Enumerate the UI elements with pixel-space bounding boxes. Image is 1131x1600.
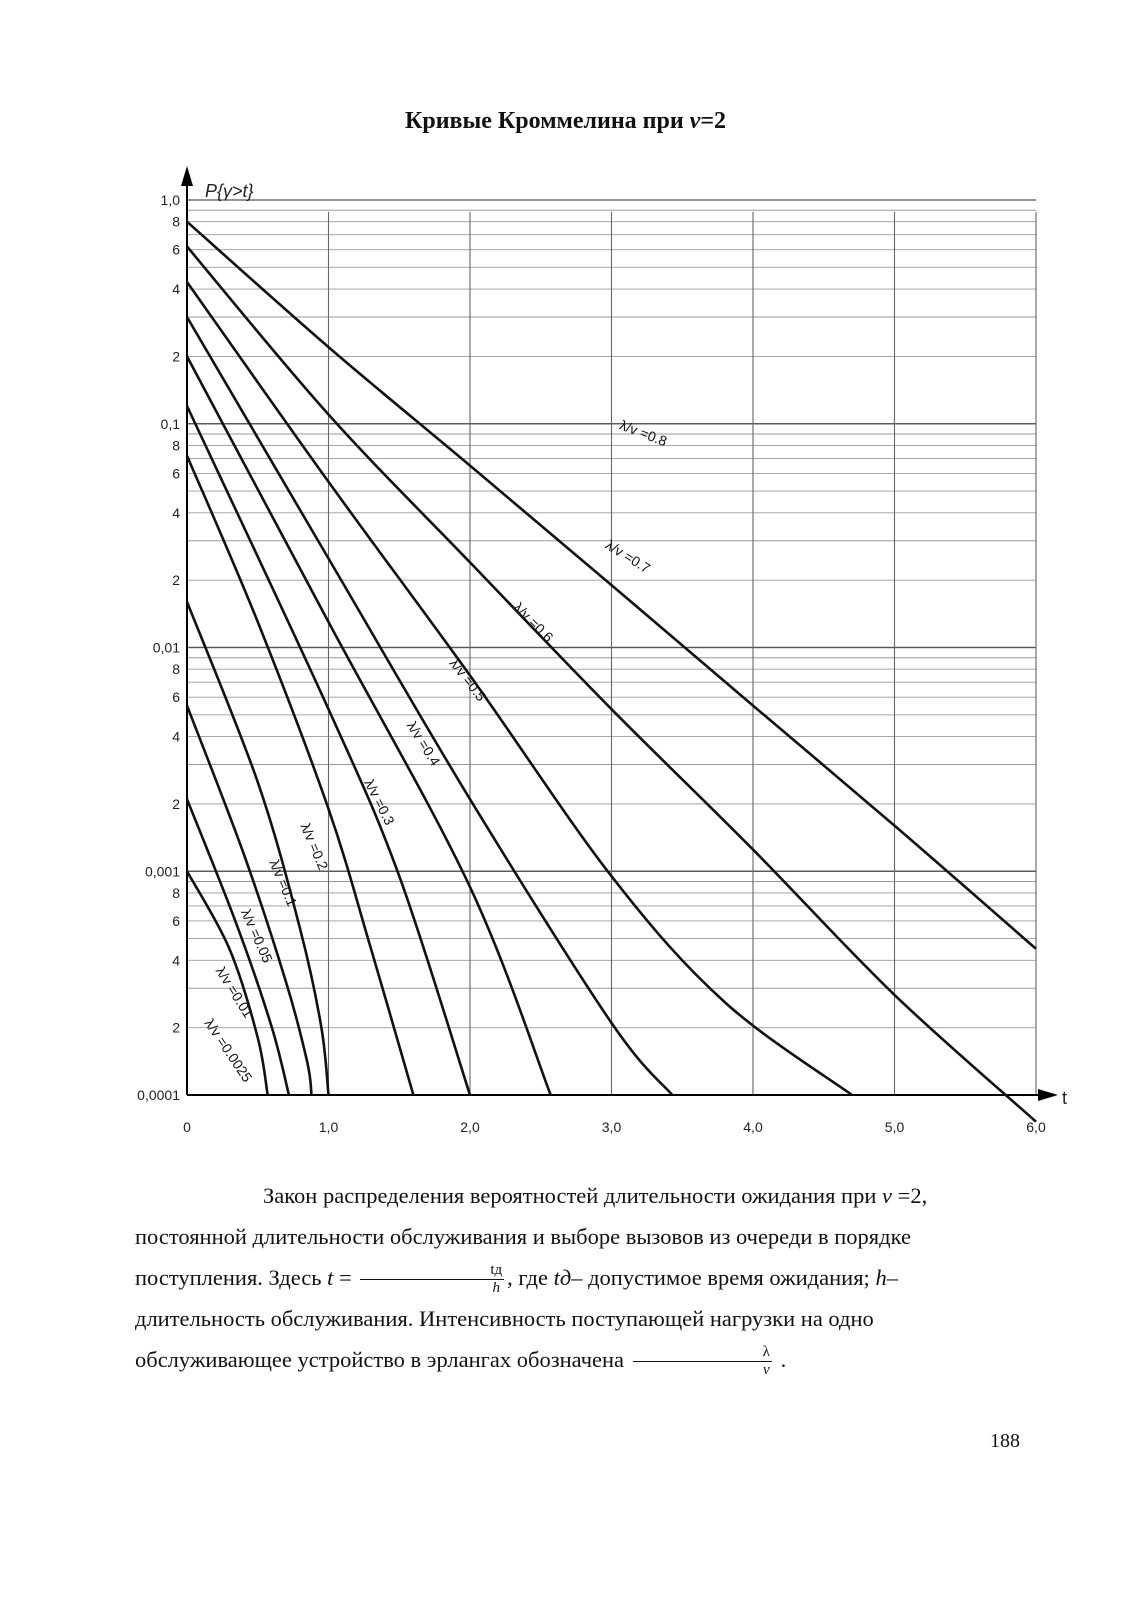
y-tick-label: 4 <box>172 952 180 969</box>
y-tick-label: 2 <box>172 795 180 812</box>
curve-label: λ/v =0.3 <box>361 776 398 828</box>
curve-label: λ/v =0.01 <box>212 963 257 1021</box>
x-tick-label: 6,0 <box>1026 1119 1046 1135</box>
y-axis-label: P{γ>t} <box>205 181 254 201</box>
y-tick-label: 4 <box>172 281 180 298</box>
x-tick-label: 4,0 <box>743 1119 763 1135</box>
x-tick-label: 2,0 <box>460 1119 480 1135</box>
x-axis-arrow <box>1038 1089 1058 1101</box>
x-tick-label: 3,0 <box>601 1119 622 1135</box>
y-tick-label: 0,0001 <box>137 1087 180 1103</box>
series-line <box>187 282 852 1095</box>
y-tick-label: 6 <box>172 689 180 706</box>
y-tick-label: 1,0 <box>160 192 180 208</box>
x-axis-label: t <box>1062 1088 1068 1108</box>
y-tick-label: 8 <box>172 213 180 230</box>
curve-label: λ/v =0.4 <box>403 718 444 769</box>
y-tick-label: 8 <box>172 661 180 678</box>
curve-label: λ/v =0.05 <box>238 906 276 966</box>
y-tick-label: 0,001 <box>144 863 180 880</box>
y-tick-label: 2 <box>172 348 180 365</box>
y-tick-label: 2 <box>172 572 180 589</box>
y-tick-label: 6 <box>172 912 180 929</box>
y-tick-label: 2 <box>172 1019 180 1036</box>
fraction-td-over-h: $\frac{tд}{h}$ <box>360 1262 504 1297</box>
curve-label: λ/v =0.5 <box>446 655 490 705</box>
page-number: 188 <box>990 1430 1020 1452</box>
curve-label: λ/v =0.8 <box>617 416 670 450</box>
x-tick-label: 5,0 <box>884 1119 905 1135</box>
page-title: Кривые Кроммелина при v=2 <box>404 108 727 134</box>
figure-caption: Закон распределения вероятностей длительности ожидания при v =2, постоянной длительности обслуживания и выборе вызовов из очереди в порядке поступления. Здесь t = $\frac{tд}{h}$ , где tд– допустимое время ожидания; h– длительность обслуживания. Интенсивность поступающей нагрузки на одно обслуживающее устройство в эрлангах обозначена $\frac{\lambda}{v}$ . <box>135 1183 928 1379</box>
curve-label: λ/v =0.0025 <box>201 1015 256 1085</box>
y-tick-label: 8 <box>172 884 180 901</box>
y-tick-label: 8 <box>172 437 180 454</box>
y-tick-label: 4 <box>172 728 180 745</box>
fraction-lambda-over-v: $\frac{\lambda}{v}$ <box>633 1344 772 1379</box>
curve-label: λ/v =0.1 <box>266 856 301 909</box>
y-tick-label: 0,01 <box>152 639 180 656</box>
y-axis-arrow <box>181 166 193 186</box>
y-tick-label: 6 <box>172 465 180 482</box>
x-tick-label: 0 <box>183 1119 191 1135</box>
y-tick-label: 4 <box>172 504 180 521</box>
x-tick-label: 1,0 <box>318 1119 339 1135</box>
y-tick-label: 6 <box>172 241 180 258</box>
curve-label: λ/v =0.2 <box>297 820 332 873</box>
curve-label: λ/v =0.6 <box>510 598 557 646</box>
y-tick-label: 0,1 <box>160 415 180 432</box>
curve-label: λ/v =0.7 <box>602 536 654 577</box>
